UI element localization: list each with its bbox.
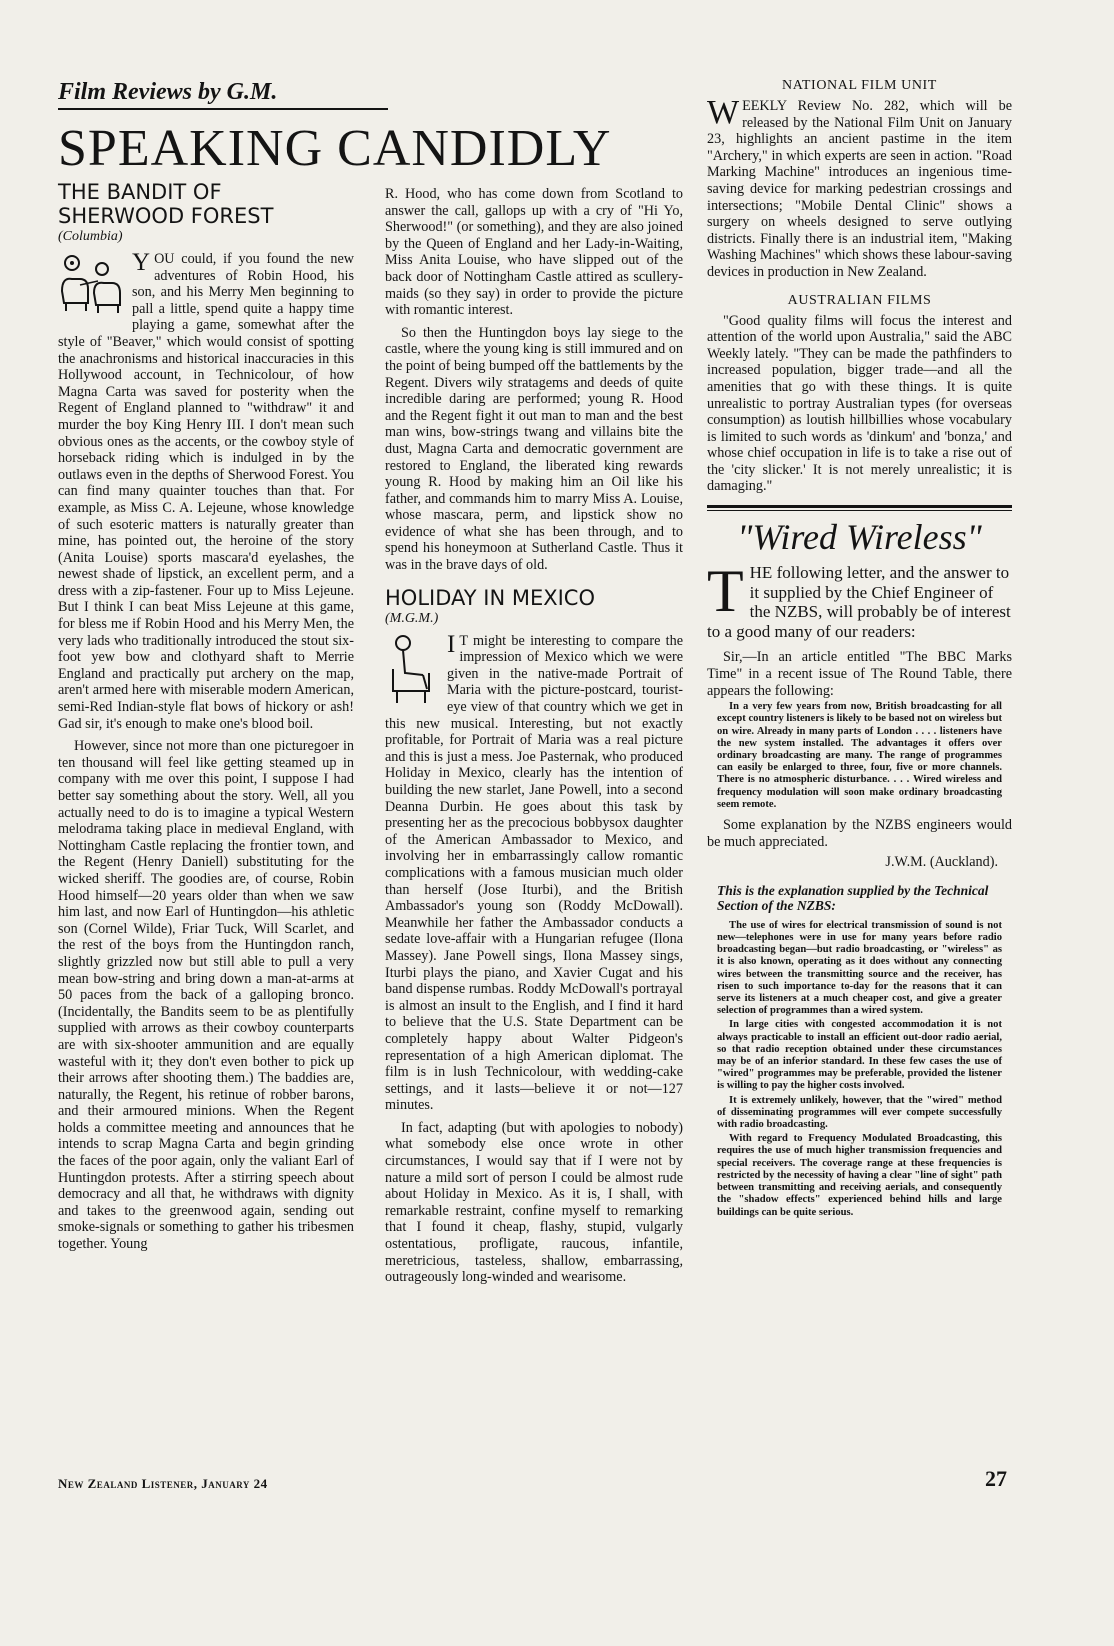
page-headline: SPEAKING CANDIDLY bbox=[58, 120, 612, 177]
letter-open: Sir,—In an article entitled "The BBC Marks Time" in a recent issue of The Round Table, there appears the following: bbox=[707, 649, 1012, 699]
letter-signature: J.W.M. (Auckland). bbox=[885, 854, 998, 871]
nfu-heading: NATIONAL FILM UNIT bbox=[782, 78, 937, 93]
review1-paragraph-4: So then the Huntingdon boys lay siege to the castle, where the young king is still immured and on the point of being bumped off the battlements by the Regent. Divers wily stratagems and deeds of quite incredible daring are performed; young R. Hood and the Regent fight it out man to man and the best man wins, bow-strings twang and villains bite the dust, Magna Carta and democratic government are restored to England, the liberated king rewards young R. Hood by making him an Oil like his father, and commands him to marry Miss A. Louise, whose mascara, perm, and lipstick show no evidence of what she has been through, and to spend his honeymoon at Sutherland Castle. Thus it was in the brave days of old. bbox=[385, 324, 684, 574]
wired-intro: THE following letter, and the answer to it supplied by the Chief Engineer of the NZBS, will probably be of interest to a good many of our readers: bbox=[707, 558, 1011, 641]
column-right bbox=[707, 78, 1012, 1219]
review2-title: HOLIDAY IN MEXICO bbox=[385, 585, 595, 610]
section-divider bbox=[707, 505, 1012, 511]
wired-wireless-title: "Wired Wireless" bbox=[737, 517, 982, 558]
page-number: 27 bbox=[985, 1466, 1007, 1491]
review-title-line2: SHERWOOD FOREST bbox=[58, 204, 274, 228]
review1-dropcap: Y bbox=[132, 249, 151, 276]
armchair-viewers-illustration-icon bbox=[58, 251, 126, 321]
review1-paragraph-3: R. Hood, who has come down from Scotland to answer the call, gallops up with a cry of "Hi Yo, Sherwood!" (or something), and they are also joined by the Queen of England and her Lady-in-Waiting, Miss Anita Louise, who have slipped out of the back door of Nottingham Castle attired as scullery-maids (so they say) in order to provide the picture with romantic interest. bbox=[385, 186, 683, 319]
quoted-text: In a very few years from now, British broadcasting for all except country listeners is likely to be based not on wireless but on wire. Already in many parts of London . . . . listeners have the new system installed. The advantages it offers over ordinary broadcasting are many. The range of programmes can easily be enlarged to three, four, five or more channels. There is no atmospheric disturbance. . . . Wired wireless and frequency modulation will soon make ordinary broadcasting seem remote. bbox=[717, 701, 1002, 810]
australian-heading: AUSTRALIAN FILMS bbox=[787, 292, 932, 308]
explanation-heading: This is the explanation supplied by the Technical Section of the NZBS: bbox=[717, 882, 989, 914]
column-middle bbox=[385, 186, 683, 1286]
australian-paragraph: "Good quality films will focus the interest and attention of the world upon Australia," said the ABC Weekly lately. "They can be made the pathfinders to increased population, bigger trade—and all the amenities that go with these things. It is quite unrealistic to portray Australian types (for overseas consumption) as loutish hillbillies whose vocabulary is limited to such words as 'dinkum' and 'bonza,' and whose chief occupation in life is to take a rise out of the 'city slicker.' It is not merely unrealistic; it is damaging." bbox=[707, 312, 1012, 495]
explanation-paragraph: The use of wires for electrical transmission of sound is not new—telephones were in use for many years before radio broadcasting began—but radio broadcasting, or "wireless" as it is also known, operating as it does without any connecting wires between the transmitting source and the receiver, has risen to such importance to-day for the reasons that it can serve its listeners at a much cheaper cost, and give a greater selection of programmes than a wired system. bbox=[717, 919, 1002, 1017]
review1-paragraph-2: However, since not more than one picturegoer in ten thousand will feel like getting steamed up in company with me over this point, I suppose I had better say something about the story. Well, all you actually need to do is to imagine a typical Western melodrama taking place in medieval England, with Nottingham Castle replacing the frontier town, and the Regent (Henry Daniell) substituting for the wicked sheriff. The goodies are, of course, Robin Hood himself—20 years older than when we saw him last, and now Earl of Huntingdon—his athletic son (Cornel Wilde), Friar Tuck, Will Scarlet, and the rest of the boys from the Huntingdon ranch, slightly grizzled now but still able to pull a very mean bow-string and bring down a man-at-arms at 50 paces from the back of a galloping bronco. (Incidentally, the Bandits seem to be as plentifully supplied with arrows as their cowboy counterparts are with six-shooter ammunition and are equally wasteful with it; they don't even bother to pick up their arrows after shooting them.) The baddies are, naturally, the Regent, his retinue of robber barons, and their armoured minions. When the Regent holds a committee meeting and announces that he intends to scrap Magna Carta and begin grinding the faces of the poor again, only the valiant Earl of Huntingdon protests. After a stirring speech about democracy and all that, he withdraws with dignity and takes to the greenwood again, sending out smoke-signals or something to gather his tribesmen together. Young bbox=[58, 738, 354, 1253]
review2-paragraph-1: I T might be interesting to compare the impression of Mexico which we were given in the native-made Portrait of Maria with the picture-postcard, tourist-eye view of that country which we get in this new musical. Interesting, but not exactly profitable, for Portrait of Maria was a real picture and this is just a mess. Joe Pasternak, who produced Holiday in Mexico, clearly has the intention of building the new starlet, Jane Powell, into a second Deanna Durbin. He goes about this task by presenting her as the precocious bobbysox daughter of the American Ambassador to Mexico, and involving her in embarrassingly callow romantic complications with a famous musician much older than herself (Jose Iturbi), and the British Ambassador's young son (Roddy McDowall). Meanwhile her father the Ambassador conducts a sedate love-affair with a Hungarian refugee (Ilona Massey). Jane Powell sings, Ilona Massey sings, Iturbi plays the piano, and Xavier Cugat and his band dispense rumbas. Roddy McDowall's portrayal is almost an insult to the English, and I find it hard to believe that the U.S. State Department can be completely happy about Walter Pidgeon's representation of a high American diplomat. The film is in lush Technicolour, with wedding-cake settings, and it lasts—believe it or not—127 minutes. bbox=[385, 630, 683, 1114]
nfu-paragraph: WEEKLY Review No. 282, which will be released by the National Film Unit on January 23, highlights an ancient pastime in the item "Archery," in which experts are seen in action. "Road Marking Machine" introduces an ingenious time-saving device for marking pedestrian crossings and intersections; "Mobile Dental Clinic" shows a surgery on wheels designed to serve outlying districts. Finally there is an industrial item, "Making Washing Machines" which shows these labour-saving devices in production in New Zealand. bbox=[707, 94, 1013, 280]
review1-paragraph-1: YOU could, if you found the new adventures of Robin Hood, his son, and his Merry Men beginning to pall a little, spend quite a happy time playing a game, somewhat after the style of "Beaver," which would consist of spotting the anachronisms and historical inaccuracies in this Hollywood account, in Technicolour, of how Magna Carta was saved for posterity when the Regent of England planned to "withdraw" it and murder the boy King Henry III. I don't mean such obvious ones as the accents, or the cowboy style of horseback riding which is indulged in by the outlaws even in the depths of Sherwood Forest. You can find many quainter touches than that. For example, as Miss C. A. Lejeune, whose knowledge of such esoteric matters is naturally greater than mine, has pointed out, the heroine of the story (Anita Louise) sports mascara'd eyelashes, the newest shade of lipstick, an excellent perm, and a dress with a zip-fastener. Four up to Miss Lejeune. But I think I can beat Miss Lejeune at this game, for bless me if Robin Hood and his Merry Men, the very lads who traditionally introduced the stout six-foot yew bow and clothyard shaft to Merrie England and practically put archery on the map, aren't armed here with miserable modern American, semi-Red Indian-style flat bows of hickory or ash! Gad sir, it's enough to make one's blood boil. bbox=[58, 249, 354, 732]
review2-dropcap: I bbox=[447, 630, 456, 658]
section-kicker: Film Reviews by G.M. bbox=[58, 78, 388, 110]
review-studio: (Columbia) bbox=[58, 229, 123, 244]
letter-close: Some explanation by the NZBS engineers would be much appreciated. bbox=[707, 817, 1012, 850]
review-title-line1: THE BANDIT OF bbox=[58, 180, 222, 204]
explanation-paragraph: In large cities with congested accommodation it is not always practicable to install an efficient out-door radio aerial, so that radio reception obtained under these circumstances may be of an inferior standard. In these few cases the use of "wired" programmes may be preferable, provided the listener is willing to pay the higher costs involved. bbox=[717, 1019, 1002, 1092]
explanation-body bbox=[717, 920, 1002, 1219]
review2-studio: (M.G.M.) bbox=[385, 610, 439, 626]
explanation-paragraph: With regard to Frequency Modulated Broadcasting, this requires the use of much higher transmission frequencies and special receivers. The coverage range at these frequencies is restricted by the necessity of having a clear "line of sight" path between transmitting and receiving aerials, and consequently the "shadow effects" experienced behind hills and large buildings can be quite serious. bbox=[717, 1133, 1002, 1218]
wired-dropcap: T bbox=[707, 558, 744, 625]
explanation-paragraph: It is extremely unlikely, however, that the "wired" method of disseminating programmes will ever compete successfully with radio broadcasting. bbox=[717, 1094, 1002, 1131]
seated-viewer-illustration-icon bbox=[385, 633, 439, 709]
nfu-dropcap: W bbox=[707, 94, 740, 131]
publication-footer: New Zealand Listener, January 24 bbox=[58, 1476, 268, 1491]
quoted-article bbox=[717, 701, 1002, 811]
review2-paragraph-2: In fact, adapting (but with apologies to nobody) what somebody else once wrote in other circumstances, I would say that if I were not by nature a mild sort of person I could be almost rude about Holiday in Mexico. As it is, I shall, with remarkable restraint, confine myself to remarking that I found it cheap, flashy, stupid, vulgarly ostentatious, profligate, raucous, infantile, meretricious, tasteless, shallow, embarrassing, outrageously long-winded and wearisome. bbox=[385, 1119, 683, 1286]
column-left bbox=[58, 180, 354, 1253]
